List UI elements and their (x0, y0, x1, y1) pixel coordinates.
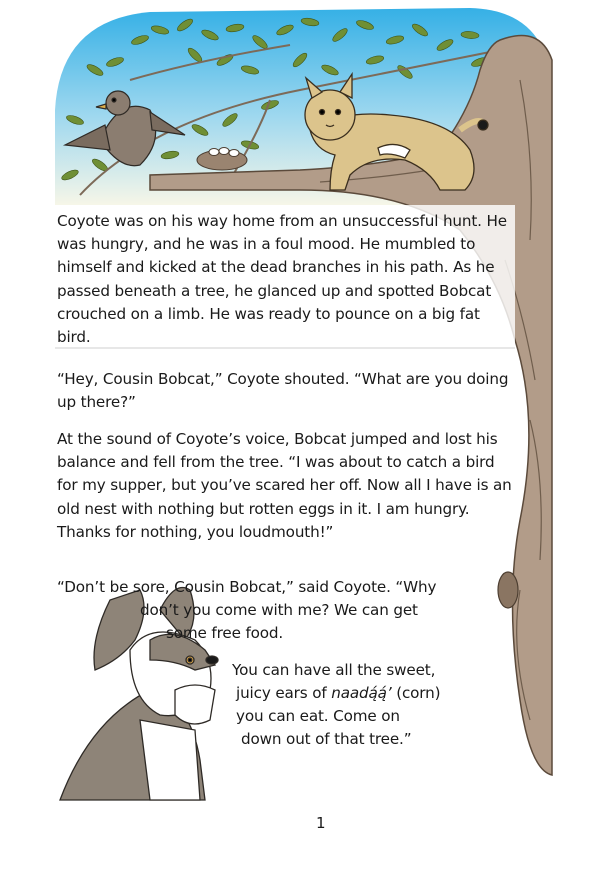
story-paragraph-2: “Hey, Cousin Bobcat,” Coyote shouted. “What are you doing up there?” (57, 370, 509, 412)
page-number: 1 (316, 814, 326, 832)
story-line-7: down out of that tree.” (241, 730, 412, 748)
story-line-1: “Don’t be sore, Cousin Bobcat,” said Coyote. “Why (57, 578, 437, 596)
story-line-4: You can have all the sweet, (232, 661, 436, 679)
tree-knot (498, 572, 518, 608)
coyote (60, 588, 218, 801)
story-paragraph-1: Coyote was on his way home from an unsuccessful hunt. He was hungry, and he was in a foul mood. He mumbled to himself and kicked at the dead branches in his path. As he passed beneath a tree, he glanced up and spotted Bobcat crouched on a limb. He was ready to pounce on a big fat bird. (57, 212, 507, 347)
story-paragraph-3: At the sound of Coyote’s voice, Bobcat jumped and lost his balance and fell from the tree. “I was about to catch a bird for my supper, but you’ve scared her off. Now all I have is an old nest with nothing but rotten eggs in it. I am hungry. Thanks for nothing, you loudmouth!” (57, 430, 512, 541)
story-line-5 (236, 684, 440, 702)
story-line-3: some free food. (166, 624, 284, 642)
story-line-5-before: juicy ears of (236, 684, 332, 702)
navajo-word: naadą́ą́’ (331, 684, 392, 702)
story-line-2: don’t you come with me? We can get (140, 601, 418, 619)
story-line-5-after: (corn) (391, 684, 441, 702)
story-line-6: you can eat. Come on (236, 707, 400, 725)
